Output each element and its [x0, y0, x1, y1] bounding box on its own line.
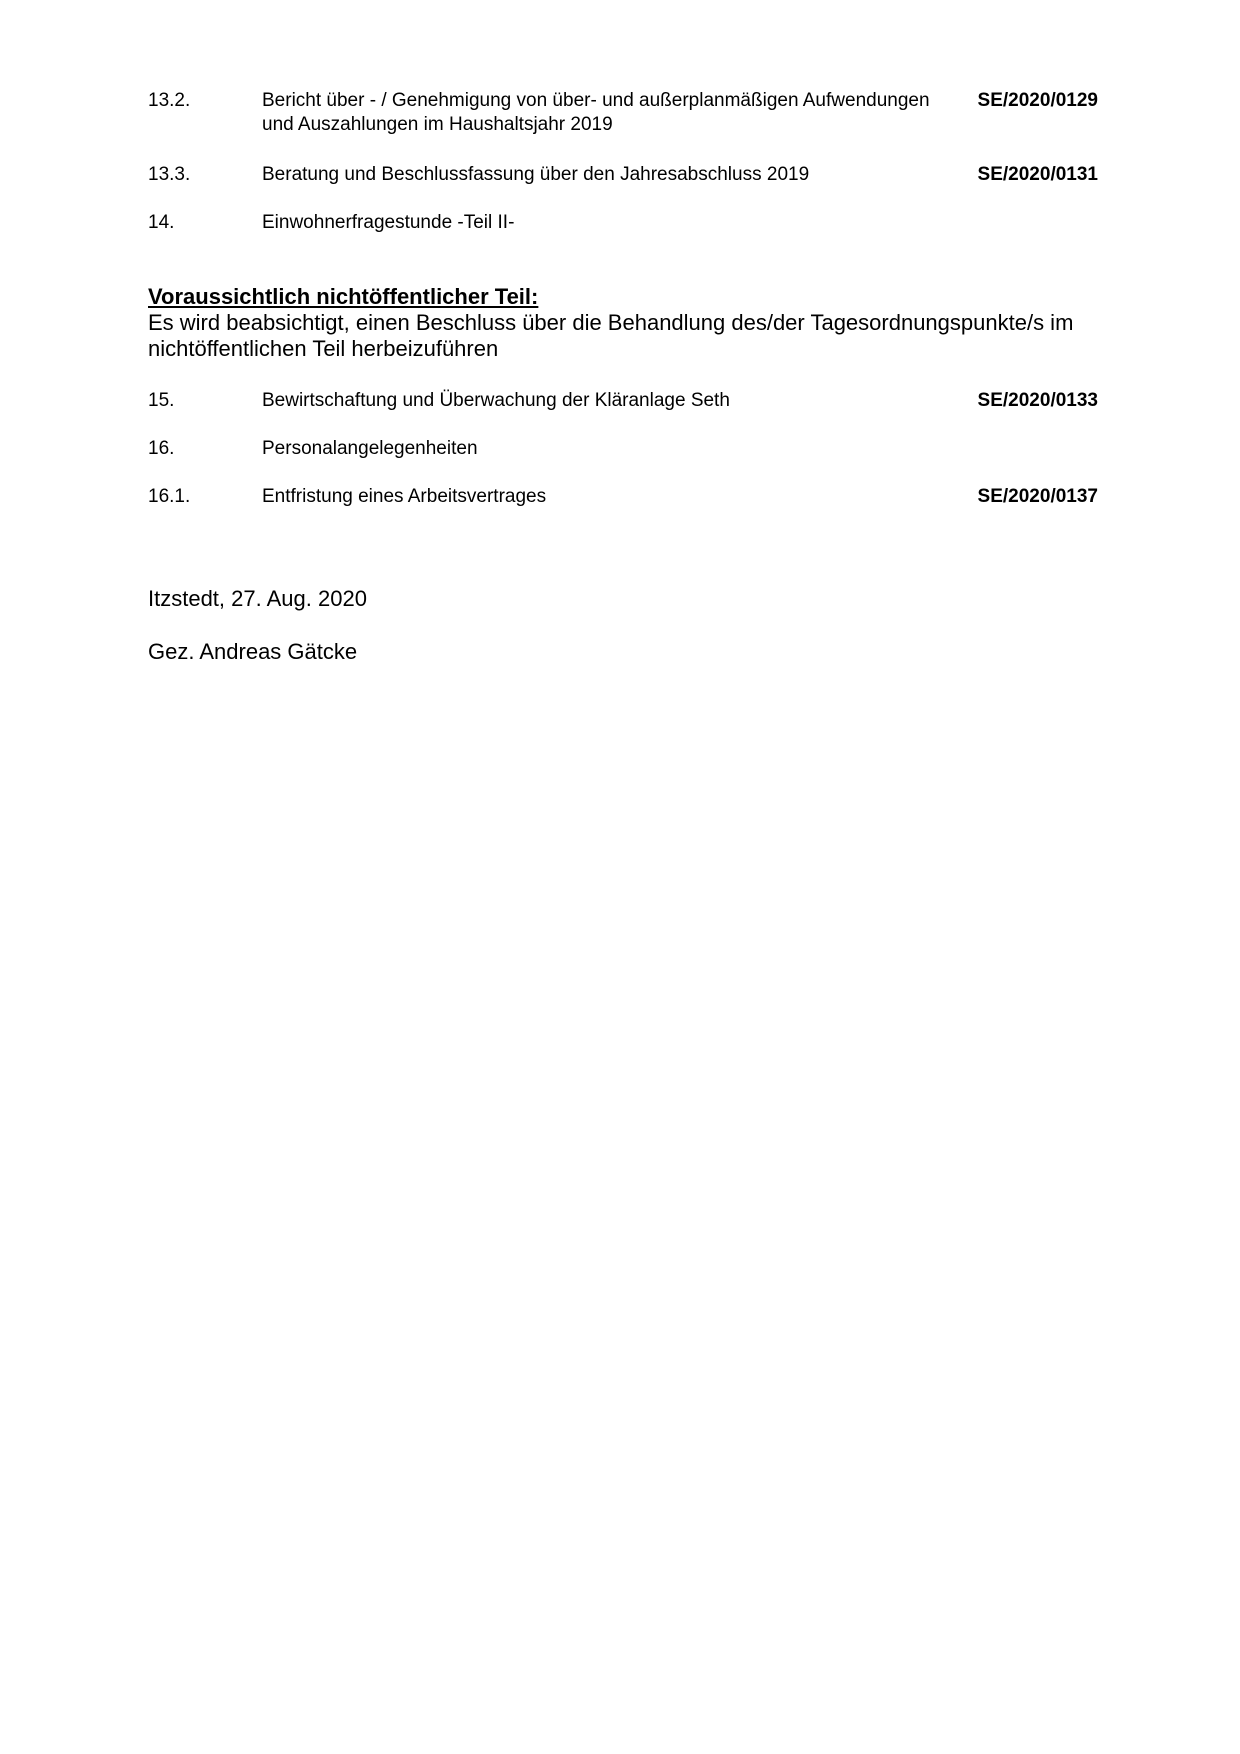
non-public-section-heading: Voraussichtlich nichtöffentlicher Teil:	[148, 284, 539, 309]
agenda-item-number: 13.3.	[148, 164, 191, 185]
non-public-section-description: Es wird beabsichtigt, einen Beschluss über die Behandlung des/der Tagesordnungspunkte/s im nichtöffentlichen Teil herbeizuführen	[148, 310, 1074, 361]
agenda-item-text: Bewirtschaftung und Überwachung der Kläranlage Seth	[262, 390, 730, 411]
place-and-date: Itzstedt, 27. Aug. 2020	[148, 586, 367, 611]
agenda-item-text: Bericht über - / Genehmigung von über- und außerplanmäßigen Aufwendungen und Auszahlungen im Haushaltsjahr 2019	[262, 90, 930, 135]
agenda-item-number: 16.	[148, 438, 175, 459]
agenda-item-14	[148, 211, 1098, 235]
agenda-item-number: 16.1.	[148, 486, 191, 507]
agenda-item-reference: SE/2020/0129	[977, 90, 1098, 111]
agenda-item-13-2	[148, 89, 1098, 137]
agenda-item-number: 13.2.	[148, 90, 191, 111]
agenda-item-text: Personalangelegenheiten	[262, 438, 478, 459]
agenda-item-16	[148, 437, 1098, 461]
agenda-item-text: Entfristung eines Arbeitsvertrages	[262, 486, 547, 507]
agenda-item-reference: SE/2020/0131	[977, 164, 1098, 185]
agenda-item-15	[148, 389, 1098, 413]
agenda-item-text: Beratung und Beschlussfassung über den Jahresabschluss 2019	[262, 164, 810, 185]
agenda-item-reference: SE/2020/0137	[977, 486, 1098, 507]
signature-line: Gez. Andreas Gätcke	[148, 639, 358, 664]
agenda-item-number: 14.	[148, 212, 175, 233]
agenda-item-number: 15.	[148, 390, 175, 411]
agenda-item-16-1	[148, 485, 1098, 509]
agenda-item-reference: SE/2020/0133	[977, 390, 1098, 411]
agenda-item-13-3	[148, 163, 1098, 187]
agenda-item-text: Einwohnerfragestunde -Teil II-	[262, 212, 515, 233]
